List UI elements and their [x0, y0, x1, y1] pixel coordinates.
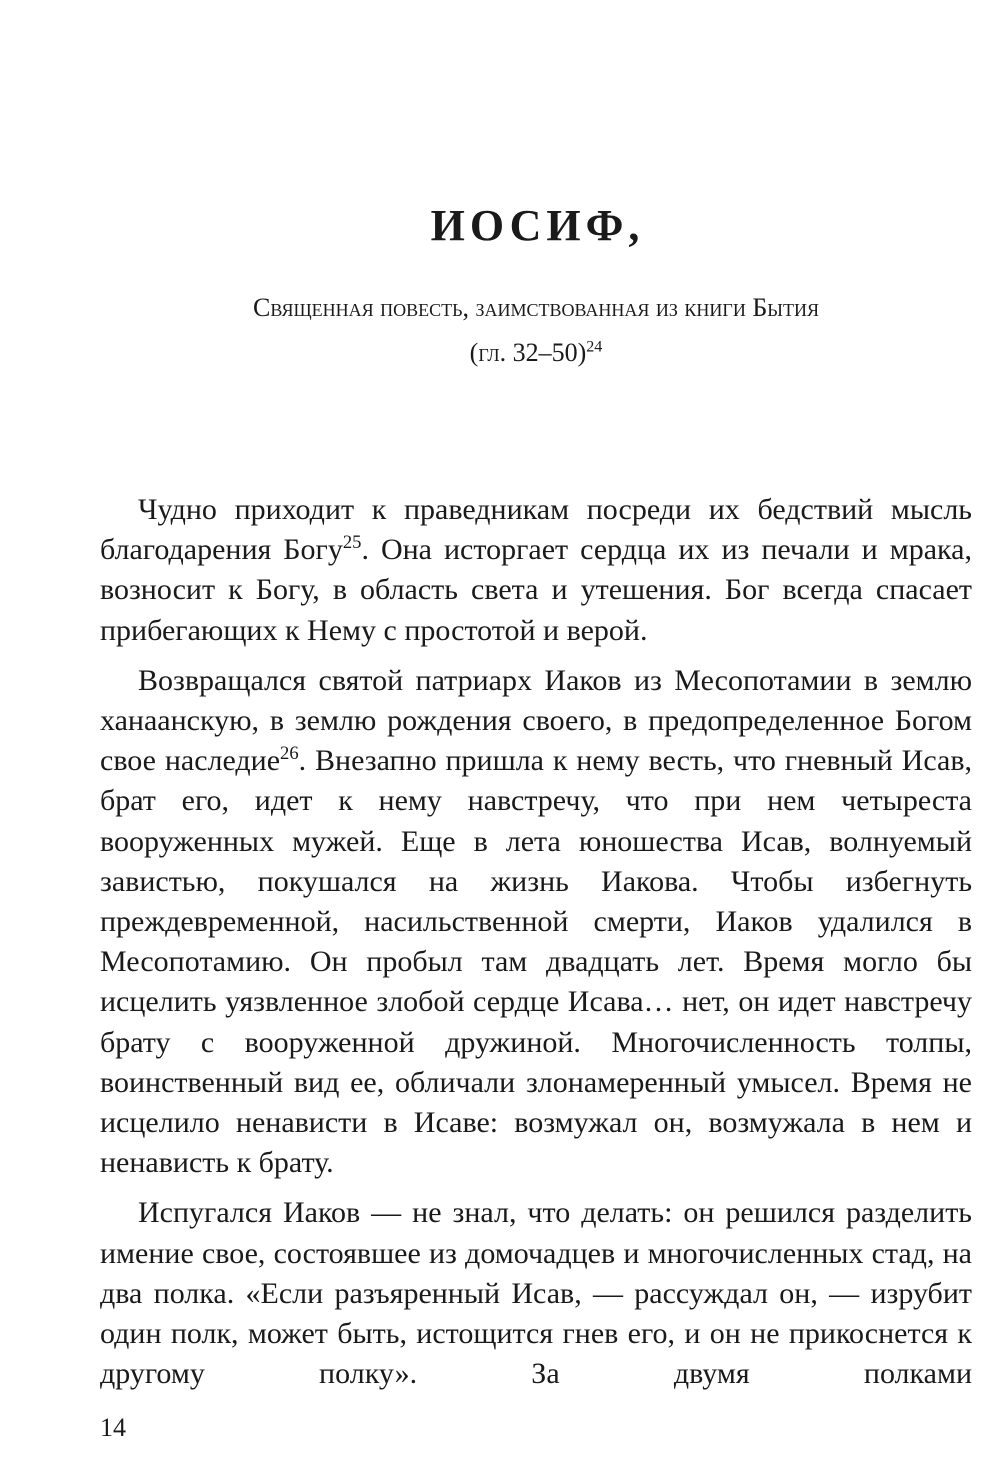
paragraph: Чудно приходит к праведникам посреди их бедствий мысль благодарения Богу$^{25}$. Она исторгает сердца их из печали и мрака, возносит к Богу, в область света и утешения. Бог всегда спасает прибегающих к Нему с простотой и верой.	[100, 493, 972, 647]
paragraph: Испугался Иаков — не знал, что делать: он решился разделить имение свое, состоявшее из домочадцев и многочисленных стад, на два полка. «Если разъяренный Исав, — рассуждал он, — изрубит один полк, может быть, истощится гнев его, и он не прикоснется к другому полку». За двумя полками	[100, 1196, 972, 1391]
chapter-title: ИОСИФ,	[430, 201, 645, 250]
subtitle-chapters: (гл. 32–50)	[469, 338, 587, 367]
paragraph: Возвращался святой патриарх Иаков из Месопотамии в землю ханаанскую, в землю рождения своего, в предопределенное Богом свое наследие$^{26}$. Внезапно пришла к нему весть, что гневный Исав, брат его, идет к нему навстречу, что при нем четыреста вооруженных мужей. Еще в лета юношества Исав, волнуемый завистью, покушался на жизнь Иакова. Чтобы избегнуть преждевременной, насильственной смерти, Иаков удалился в Месопотамию. Он пробыл там двадцать лет. Время могло бы исцелить уязвленное злобой сердце Исава… нет, он идет навстречу брату с вооруженной дружиной. Многочисленность толпы, воинственный вид ее, обличали злонамеренный умысел. Время не исцелило ненависти в Исаве: возмужал он, возмужала в нем и ненависть к брату.	[100, 663, 973, 1180]
body-text	[100, 490, 972, 1404]
subtitle-line-1: Священная повесть, заимствованная из книги Бытия	[253, 293, 819, 322]
footnote-ref: 24	[586, 338, 603, 356]
subtitle-line-2	[100, 330, 972, 375]
page-number: 14	[100, 1413, 126, 1442]
chapter-subtitle	[100, 285, 972, 375]
footnote-ref: 25	[342, 532, 362, 554]
footnote-ref: 26	[280, 743, 299, 765]
